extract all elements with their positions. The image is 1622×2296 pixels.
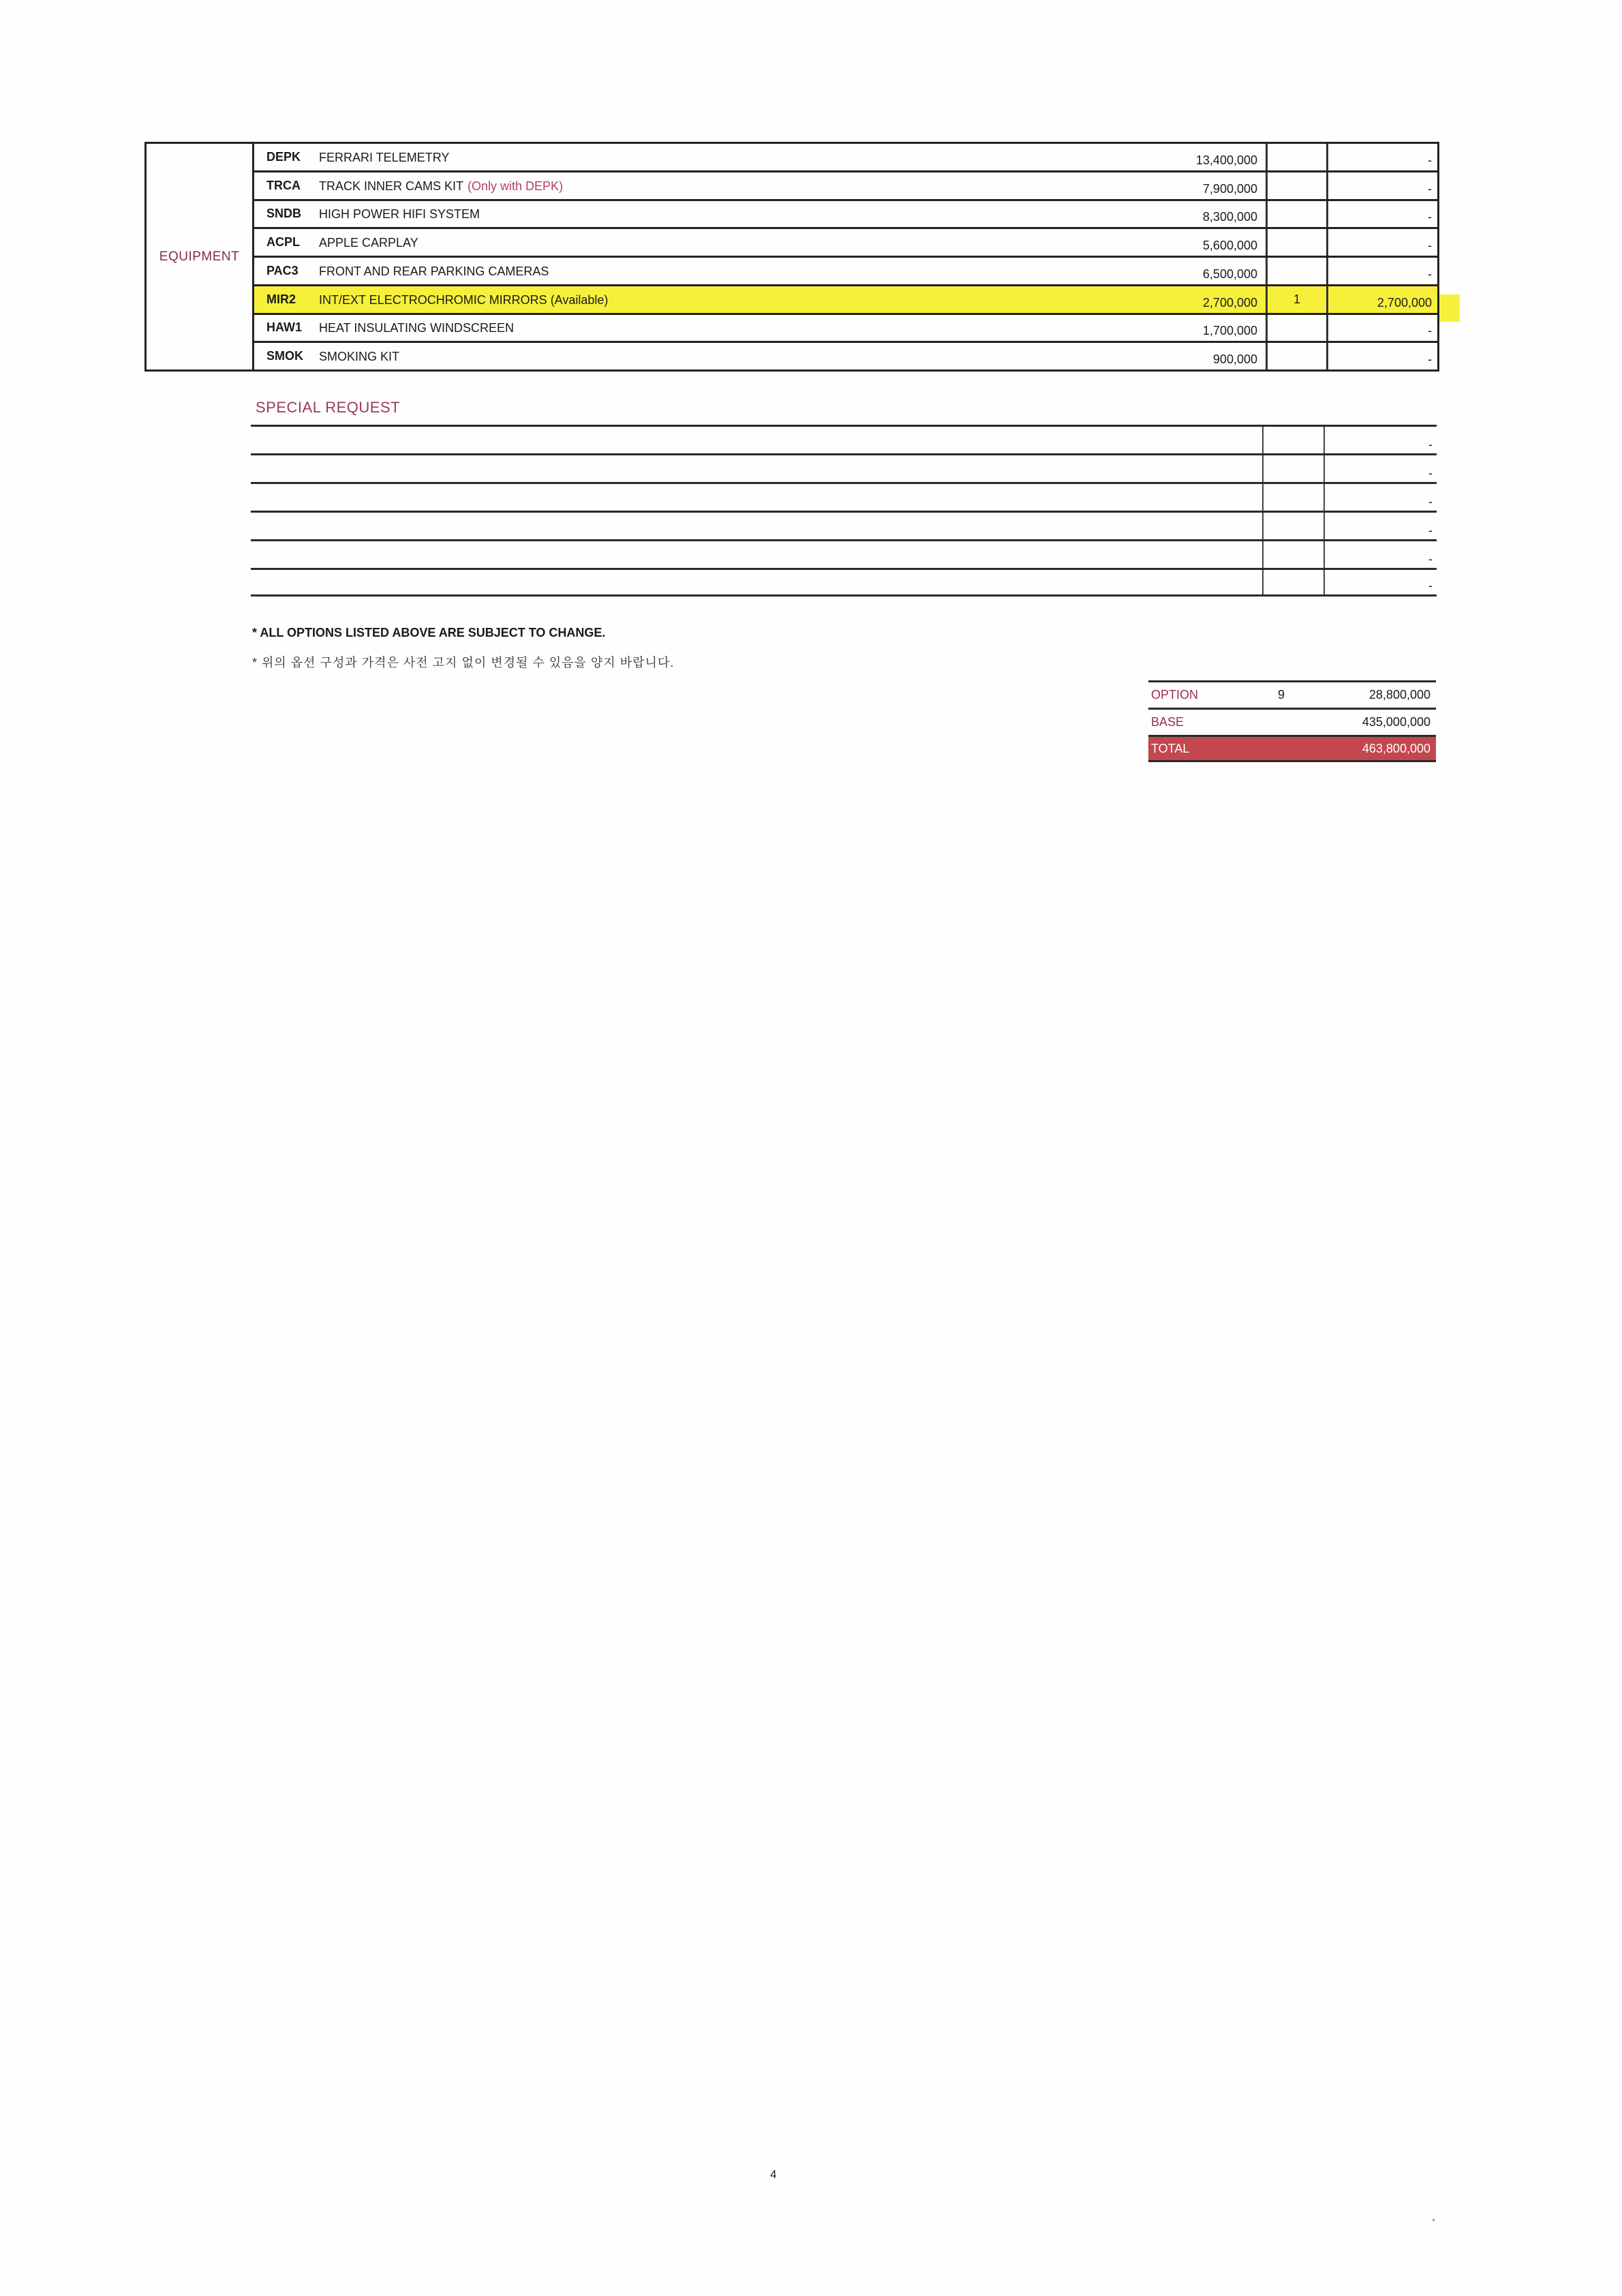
option-description <box>319 258 1157 284</box>
special-request-amount: - <box>1428 579 1433 592</box>
option-quantity <box>1266 229 1328 256</box>
summary-option-row <box>1148 680 1436 708</box>
equipment-row <box>254 258 1437 286</box>
special-request-description <box>251 455 1262 482</box>
option-code: TRCA <box>266 178 301 192</box>
equipment-row <box>254 343 1437 369</box>
option-quantity <box>1266 343 1328 369</box>
highlight-overflow-mark <box>1439 294 1460 322</box>
special-request-description <box>251 427 1262 453</box>
option-description-text: FERRARI TELEMETRY <box>319 150 450 164</box>
option-amount: - <box>1428 324 1432 338</box>
summary-total-value: 463,800,000 <box>1362 741 1430 755</box>
option-code: ACPL <box>266 235 300 250</box>
option-description <box>319 343 1157 369</box>
summary-base-row <box>1148 708 1436 735</box>
option-quantity <box>1266 172 1328 199</box>
option-amount: - <box>1428 181 1432 196</box>
special-request-amount: - <box>1428 524 1433 537</box>
summary-option-value: 28,800,000 <box>1368 688 1430 701</box>
options-disclaimer: * ALL OPTIONS LISTED ABOVE ARE SUBJECT TO CHANGE. <box>252 626 606 639</box>
options-disclaimer-korean: * 위의 옵션 구성과 가격은 사전 고지 없이 변경될 수 있음을 양지 바랍니다. <box>252 656 675 669</box>
option-code: HAW1 <box>266 320 303 335</box>
summary-option-count: 9 <box>1277 688 1285 701</box>
summary-base-label: BASE <box>1151 715 1184 729</box>
summary-option-label: OPTION <box>1151 688 1199 701</box>
price-summary <box>1148 680 1436 762</box>
option-amount: - <box>1428 267 1432 281</box>
summary-total-label: TOTAL <box>1151 741 1190 755</box>
option-description <box>319 144 1157 170</box>
special-request-description <box>251 541 1262 568</box>
equipment-row <box>254 172 1437 201</box>
option-quantity <box>1266 144 1328 170</box>
option-price: 2,700,000 <box>1202 295 1257 309</box>
option-price: 13,400,000 <box>1195 153 1257 167</box>
option-quantity <box>1266 315 1328 342</box>
option-amount: - <box>1428 153 1432 167</box>
special-request-quantity <box>1262 513 1325 539</box>
special-request-row <box>251 453 1437 482</box>
option-price: 8,300,000 <box>1202 210 1257 224</box>
summary-total-row <box>1148 735 1436 762</box>
special-request-amount: - <box>1428 466 1433 480</box>
special-request-row <box>251 539 1437 568</box>
option-quantity <box>1266 258 1328 284</box>
option-code: SNDB <box>266 207 302 221</box>
special-request-amount: - <box>1428 552 1433 566</box>
special-request-row <box>251 425 1437 453</box>
special-request-description <box>251 570 1262 594</box>
option-description-text: SMOKING KIT <box>319 350 400 364</box>
option-price: 900,000 <box>1212 352 1257 366</box>
scan-speck <box>1433 2219 1435 2221</box>
option-amount: - <box>1428 352 1432 366</box>
special-request-amount: - <box>1428 438 1433 451</box>
special-request-row <box>251 511 1437 539</box>
option-description-text: INT/EXT ELECTROCHROMIC MIRRORS (Available) <box>319 292 609 307</box>
option-quantity <box>1266 201 1328 228</box>
option-description <box>319 201 1157 228</box>
special-request-table <box>251 425 1437 596</box>
option-note: (Only with DEPK) <box>468 179 564 193</box>
option-description <box>319 286 1157 313</box>
special-request-quantity <box>1262 484 1325 511</box>
option-description-text: FRONT AND REAR PARKING CAMERAS <box>319 264 549 278</box>
option-price: 1,700,000 <box>1202 324 1257 338</box>
equipment-row <box>254 315 1437 344</box>
equipment-table <box>144 142 1439 372</box>
option-code: SMOK <box>266 349 303 363</box>
option-code: DEPK <box>266 149 301 164</box>
equipment-row <box>254 286 1437 315</box>
equipment-category-label: EQUIPMENT <box>147 144 254 369</box>
option-description-text: HIGH POWER HIFI SYSTEM <box>319 207 480 222</box>
equipment-row <box>254 144 1437 172</box>
special-request-title: SPECIAL REQUEST <box>256 399 401 416</box>
option-description-text: APPLE CARPLAY <box>319 236 418 250</box>
special-request-quantity <box>1262 455 1325 482</box>
option-price: 7,900,000 <box>1202 181 1257 196</box>
equipment-row <box>254 201 1437 230</box>
summary-base-value: 435,000,000 <box>1362 715 1430 729</box>
option-price: 6,500,000 <box>1202 267 1257 281</box>
option-description <box>319 172 1157 199</box>
special-request-quantity <box>1262 541 1325 568</box>
option-amount: - <box>1428 210 1432 224</box>
page-number: 4 <box>770 2168 777 2181</box>
special-request-quantity <box>1262 427 1325 453</box>
equipment-rows <box>254 144 1437 369</box>
option-price: 5,600,000 <box>1202 239 1257 252</box>
option-code: MIR2 <box>266 292 296 306</box>
equipment-row <box>254 229 1437 258</box>
special-request-description <box>251 484 1262 511</box>
special-request-quantity <box>1262 570 1325 594</box>
option-quantity: 1 <box>1266 286 1328 313</box>
option-description <box>319 315 1157 342</box>
option-code: PAC3 <box>266 263 299 277</box>
option-description <box>319 229 1157 256</box>
special-request-amount: - <box>1428 495 1433 509</box>
option-description-text: HEAT INSULATING WINDSCREEN <box>319 321 515 335</box>
option-amount: 2,700,000 <box>1377 295 1432 309</box>
special-request-row <box>251 482 1437 511</box>
option-description-text: TRACK INNER CAMS KIT <box>319 179 464 193</box>
special-request-description <box>251 513 1262 539</box>
option-amount: - <box>1428 239 1432 252</box>
special-request-row <box>251 568 1437 596</box>
